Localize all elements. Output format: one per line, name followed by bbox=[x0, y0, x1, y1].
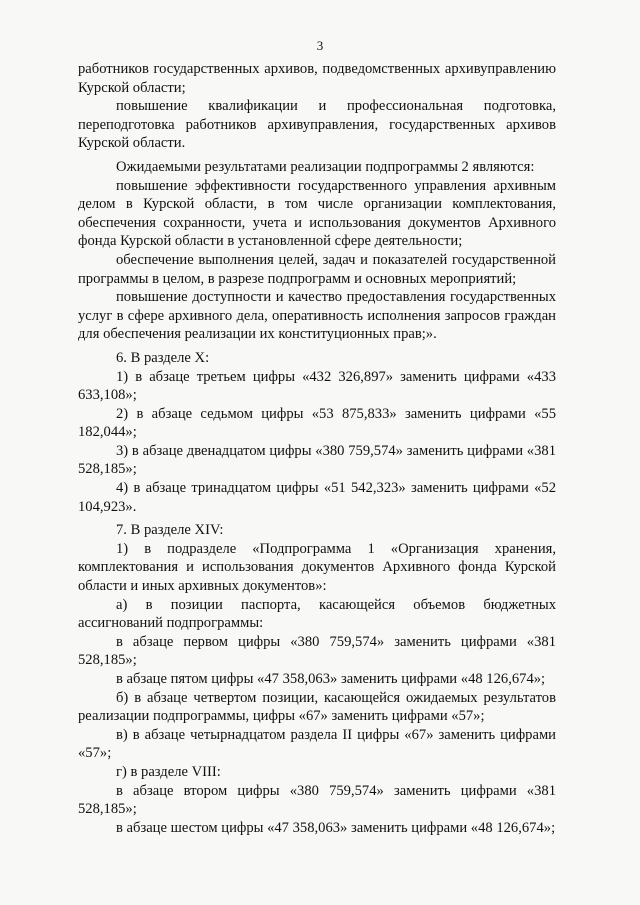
paragraph: в абзаце первом цифры «380 759,574» заменить цифрами «381 528,185»; bbox=[78, 633, 556, 669]
paragraph: 2) в абзаце седьмом цифры «53 875,833» заменить цифрами «55 182,044»; bbox=[78, 405, 556, 441]
document-body bbox=[78, 60, 556, 837]
paragraph: Ожидаемыми результатами реализации подпрограммы 2 являются: bbox=[116, 158, 535, 175]
paragraph: в абзаце шестом цифры «47 358,063» заменить цифрами «48 126,674»; bbox=[116, 819, 556, 836]
paragraph: работников государственных архивов, подведомственных архивуправлению Курской области; bbox=[78, 61, 556, 96]
paragraph: повышение доступности и качество предоставления государственных услуг в сфере архивного дела, оперативность исполнения запросов граждан для обеспечения реализации их конституционных прав;». bbox=[78, 289, 556, 343]
paragraph: обеспечение выполнения целей, задач и показателей государственной программы в целом, в разрезе подпрограмм и основных мероприятий; bbox=[78, 251, 556, 287]
paragraph: 4) в абзаце тринадцатом цифры «51 542,323» заменить цифрами «52 104,923». bbox=[78, 480, 556, 515]
page-number: 3 bbox=[316, 38, 324, 53]
paragraph: 7. В разделе XIV: bbox=[116, 522, 224, 539]
paragraph: б) в абзаце четвертом позиции, касающейся ожидаемых результатов реализации подпрограммы, цифры «67» заменить цифрами «57»; bbox=[78, 689, 556, 725]
paragraph: повышение эффективности государственного управления архивным делом в Курской области, в том числе организации комплектования, обеспечения сохранности, учета и использования документов Архивного фонда Курской области в установленной сфере деятельности; bbox=[78, 177, 556, 250]
paragraph: 6. В разделе X: bbox=[116, 349, 210, 366]
paragraph: в абзаце втором цифры «380 759,574» заменить цифрами «381 528,185»; bbox=[78, 782, 556, 818]
paragraph: г) в разделе VIII: bbox=[116, 763, 221, 780]
paragraph: в абзаце пятом цифры «47 358,063» заменить цифрами «48 126,674»; bbox=[116, 671, 546, 687]
paragraph: повышение квалификации и профессиональная подготовка, переподготовка работников архивуправления, государственных архивов Курской области. bbox=[78, 98, 556, 152]
paragraph: 1) в абзаце третьем цифры «432 326,897» заменить цифрами «433 633,108»; bbox=[78, 368, 556, 404]
paragraph: в) в абзаце четырнадцатом раздела II цифры «67» заменить цифрами «57»; bbox=[78, 726, 556, 762]
paragraph: а) в позиции паспорта, касающейся объемов бюджетных ассигнований подпрограммы: bbox=[78, 596, 556, 632]
paragraph: 3) в абзаце двенадцатом цифры «380 759,574» заменить цифрами «381 528,185»; bbox=[78, 442, 556, 478]
paragraph: 1) в подразделе «Подпрограмма 1 «Организация хранения, комплектования и использования документов Архивного фонда Курской области и иных архивных документов»: bbox=[78, 540, 556, 595]
